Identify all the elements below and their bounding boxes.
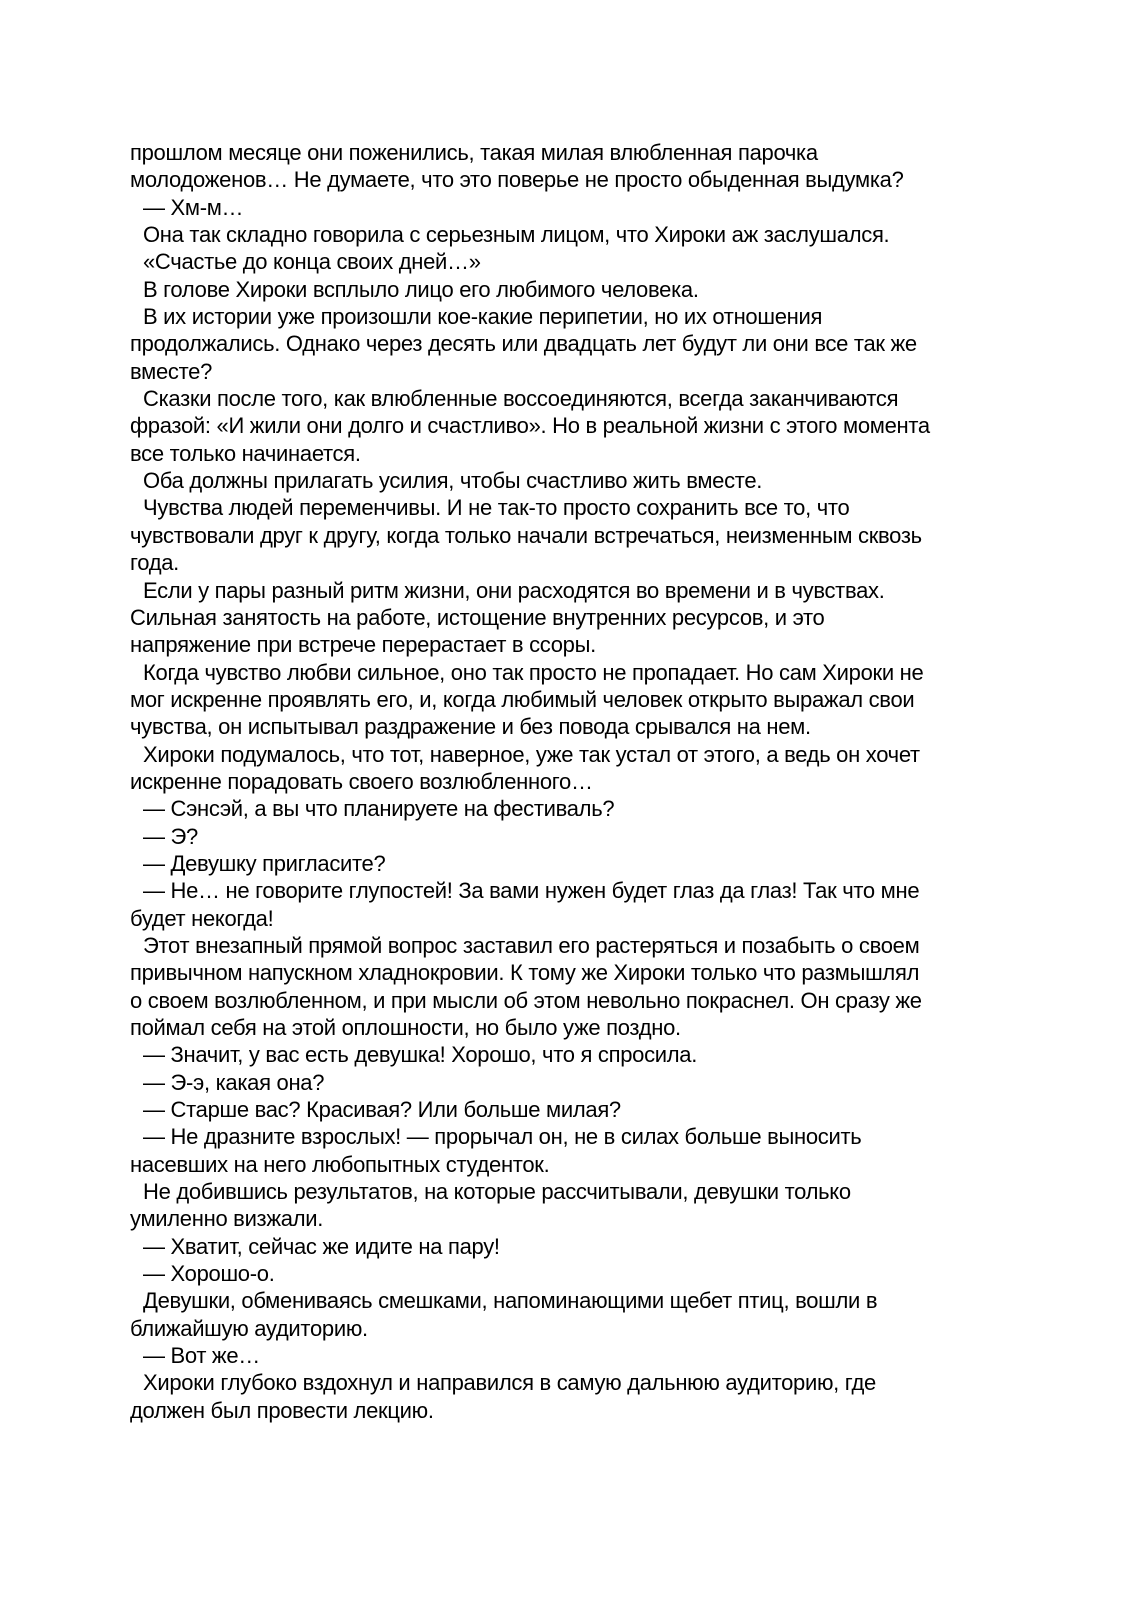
text-line: — Девушку пригласите? (143, 850, 386, 876)
text-line: — Хватит, сейчас же идите на пару! (143, 1233, 500, 1259)
text-line: — Э? (143, 823, 198, 849)
text-line: Этот внезапный прямой вопрос заставил его растеряться и позабыть о своем (143, 932, 920, 958)
text-line: года. (130, 550, 179, 576)
text-line: Если у пары разный ритм жизни, они расходятся во времени и в чувствах. (143, 577, 885, 603)
text-line: В их истории уже произошли кое-какие перипетии, но их отношения (143, 304, 823, 330)
text-line: — Хм-м… (143, 194, 244, 220)
text-line: Оба должны прилагать усилия, чтобы счастливо жить вместе. (143, 468, 763, 494)
text-line: фразой: «И жили они долго и счастливо». Но в реальной жизни с этого момента (130, 413, 930, 439)
text-line: напряжение при встрече перерастает в ссоры. (130, 632, 596, 658)
text-line: — Старше вас? Красивая? Или больше милая? (143, 1097, 621, 1123)
text-line: умиленно визжали. (130, 1206, 324, 1232)
text-line: о своем возлюбленном, и при мысли об этом невольно покраснел. Он сразу же (130, 987, 922, 1013)
text-line: поймал себя на этой оплошности, но было уже поздно. (130, 1015, 681, 1040)
text-line: мог искренне проявлять его, и, когда любимый человек открыто выражал свои (130, 686, 915, 712)
text-line: — Хорошо-о. (143, 1261, 275, 1287)
text-line: Не добившись результатов, на которые рассчитывали, девушки только (143, 1179, 851, 1205)
text-line: — Сэнсэй, а вы что планируете на фестиваль? (143, 796, 615, 822)
text-line: будет некогда! (130, 905, 274, 931)
text-line: Она так складно говорила с серьезным лицом, что Хироки аж заслушался. (143, 222, 890, 248)
text-line: Чувства людей переменчивы. И не так-то просто сохранить все то, что (143, 495, 850, 521)
text-line: чувствовали друг к другу, когда только начали встречаться, неизменным сквозь (130, 522, 922, 548)
text-line: прошлом месяце они поженились, такая милая влюбленная парочка (130, 140, 818, 165)
text-line: ближайшую аудиторию. (130, 1315, 368, 1341)
text-line: — Значит, у вас есть девушка! Хорошо, что я спросила. (143, 1042, 698, 1068)
text-line: искренне порадовать своего возлюбленного… (130, 768, 593, 794)
text-line: насевших на него любопытных студенток. (130, 1151, 550, 1177)
text-line: вместе? (130, 358, 213, 384)
text-line: Хироки подумалось, что тот, наверное, уже так устал от этого, а ведь он хочет (143, 741, 920, 767)
text-line: — Э-э, какая она? (143, 1069, 325, 1095)
text-line: — Не дразните взрослых! — прорычал он, не в силах больше выносить (143, 1124, 862, 1150)
page-text (130, 139, 1025, 1424)
text-line: молодоженов… Не думаете, что это поверье не просто обыденная выдумка? (130, 167, 904, 193)
text-line: Сказки после того, как влюбленные воссоединяются, всегда заканчиваются (143, 386, 899, 412)
text-line: В голове Хироки всплыло лицо его любимого человека. (143, 276, 699, 302)
text-line: должен был провести лекцию. (130, 1397, 434, 1423)
text-line: привычном напускном хладнокровии. К тому же Хироки только что размышлял (130, 960, 920, 986)
text-line: — Вот же… (143, 1343, 260, 1369)
text-line: — Не… не говорите глупостей! За вами нужен будет глаз да глаз! Так что мне (143, 878, 920, 904)
text-line: Хироки глубоко вздохнул и направился в самую дальнюю аудиторию, где (143, 1370, 876, 1396)
text-line: «Счастье до конца своих дней…» (143, 249, 481, 275)
text-line: чувства, он испытывал раздражение и без повода срывался на нем. (130, 714, 811, 740)
text-line: все только начинается. (130, 440, 361, 466)
text-line: Девушки, обмениваясь смешками, напоминающими щебет птиц, вошли в (143, 1288, 878, 1314)
text-line: Сильная занятость на работе, истощение внутренних ресурсов, и это (130, 604, 825, 630)
text-line: Когда чувство любви сильное, оно так просто не пропадает. Но сам Хироки не (143, 659, 924, 685)
text-line: продолжались. Однако через десять или двадцать лет будут ли они все так же (130, 331, 917, 357)
